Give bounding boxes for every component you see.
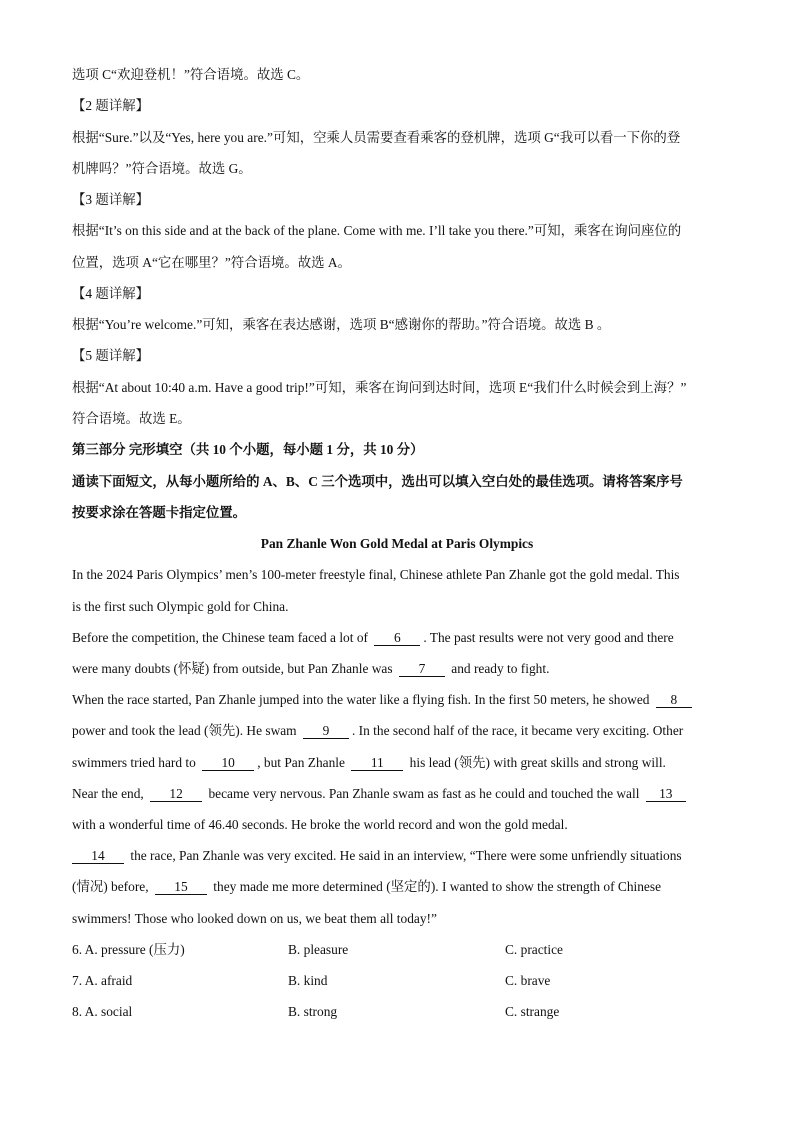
answer-explanation-line: 根据“Sure.”以及“Yes, here you are.”可知，空乘人员需要查看乘客的登机牌，选项 G“我可以看一下你的登 (72, 130, 681, 145)
passage-text: power and took the lead (领先). He swam (72, 723, 300, 738)
blank-15: 15 (155, 879, 207, 895)
option-7-c: C. brave (505, 973, 551, 988)
option-8-b: B. strong (288, 1004, 338, 1019)
instructions-line: 按要求涂在答题卡指定位置。 (72, 505, 247, 520)
passage-line: swimmers! Those who looked down on us, we beat them all today!” (72, 911, 437, 926)
passage-text: When the race started, Pan Zhanle jumped into the water like a flying fish. In the first 50 meters, he showed (72, 692, 653, 707)
passage-line (72, 660, 549, 678)
answer-explanation-line: 根据“At about 10:40 a.m. Have a good trip!”可知，乘客在询问到达时间，选项 E“我们什么时候会到上海？” (72, 380, 687, 395)
passage-title: Pan Zhanle Won Gold Medal at Paris Olympics (260, 536, 534, 551)
passage-line (72, 878, 661, 896)
blank-14: 14 (72, 848, 124, 864)
blank-6: 6 (374, 630, 420, 646)
passage-line (72, 847, 682, 865)
passage-text: and ready to fight. (447, 661, 550, 676)
answer-explanation-line: 选项 C“欢迎登机！”符合语境。故选 C。 (72, 67, 310, 82)
blank-12: 12 (150, 786, 202, 802)
answer-explanation-line: 根据“It’s on this side and at the back of the plane. Come with me. I’ll take you there.”可知，乘客在询问座位的 (72, 223, 682, 238)
section-heading-q2: 【2 题详解】 (72, 98, 149, 113)
passage-text: swimmers tried hard to (72, 755, 200, 770)
option-6-a: 6. A. pressure (压力) (72, 942, 185, 957)
answer-explanation-line: 机牌吗？”符合语境。故选 G。 (72, 161, 252, 176)
option-6-c: C. practice (505, 942, 563, 957)
option-8-a: 8. A. social (72, 1004, 133, 1019)
answer-explanation-line: 根据“You’re welcome.”可知，乘客在表达感谢，选项 B“感谢你的帮助。”符合语境。故选 B 。 (72, 317, 611, 332)
passage-text: were many doubts (怀疑) from outside, but Pan Zhanle was (72, 661, 396, 676)
blank-11: 11 (351, 755, 403, 771)
passage-text: the race, Pan Zhanle was very excited. He said in an interview, “There were some unfriendly situations (127, 848, 682, 863)
passage-line (72, 629, 674, 647)
option-7-b: B. kind (288, 973, 328, 988)
passage-line (72, 754, 666, 772)
passage-text: became very nervous. Pan Zhanle swam as fast as he could and touched the wall (205, 786, 643, 801)
blank-8: 8 (656, 692, 692, 708)
answer-explanation-line: 位置，选项 A“它在哪里？”符合语境。故选 A。 (72, 255, 351, 270)
passage-text: they made me more determined (坚定的). I wanted to show the strength of Chinese (209, 879, 662, 894)
passage-text: Before the competition, the Chinese team faced a lot of (72, 630, 372, 645)
passage-text: Near the end, (72, 786, 148, 801)
passage-text: , but Pan Zhanle (257, 755, 349, 770)
section-heading-q5: 【5 题详解】 (72, 348, 149, 363)
blank-10: 10 (202, 755, 254, 771)
option-8-c: C. strange (505, 1004, 560, 1019)
option-6-b: B. pleasure (288, 942, 349, 957)
passage-line: In the 2024 Paris Olympics’ men’s 100-meter freestyle final, Chinese athlete Pan Zhanle got the gold medal. This (72, 567, 680, 582)
blank-9: 9 (303, 723, 349, 739)
blank-13: 13 (646, 786, 686, 802)
option-7-a: 7. A. afraid (72, 973, 133, 988)
passage-line (72, 785, 689, 803)
blank-7: 7 (399, 661, 445, 677)
passage-text: his lead (领先) with great skills and strong will. (406, 755, 666, 770)
instructions-line: 通读下面短文，从每小题所给的 A、B、C 三个选项中，选出可以填入空白处的最佳选项。请将答案序号 (72, 474, 683, 489)
section-heading-q3: 【3 题详解】 (72, 192, 149, 207)
passage-line: with a wonderful time of 46.40 seconds. He broke the world record and won the gold medal. (72, 817, 568, 832)
passage-text: . The past results were not very good and there (423, 630, 674, 645)
passage-line: is the first such Olympic gold for China. (72, 599, 289, 614)
passage-text: . In the second half of the race, it became very exciting. Other (351, 723, 684, 738)
answer-explanation-line: 符合语境。故选 E。 (72, 411, 191, 426)
part-three-heading: 第三部分 完形填空（共 10 个小题，每小题 1 分，共 10 分） (72, 442, 424, 457)
passage-text: (情况) before, (72, 879, 152, 894)
passage-line (72, 691, 695, 709)
section-heading-q4: 【4 题详解】 (72, 286, 149, 301)
passage-line (72, 722, 683, 740)
